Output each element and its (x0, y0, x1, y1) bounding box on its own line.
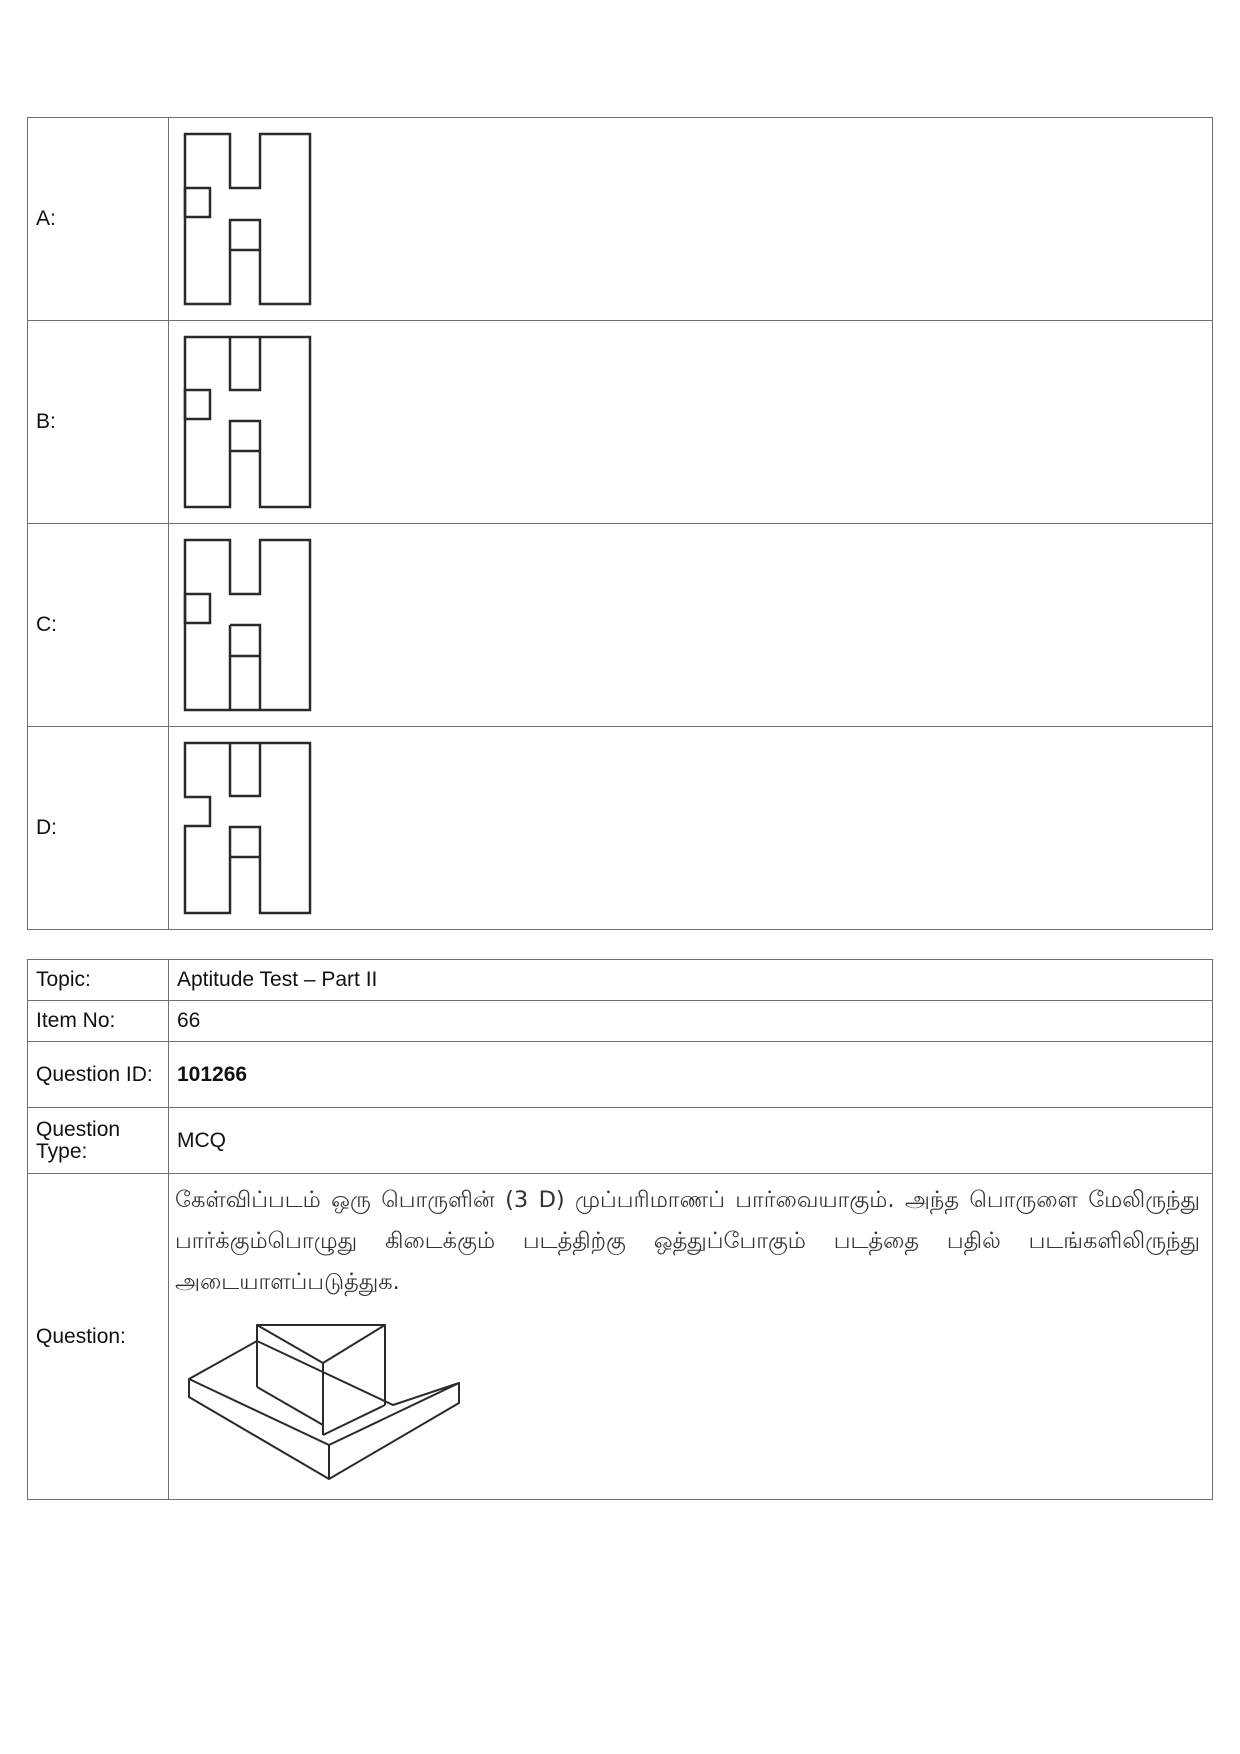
option-row-c (28, 524, 1213, 727)
question-id-value: 101266 (169, 1042, 1213, 1108)
3d-object-figure-icon (183, 1317, 483, 1487)
option-label: D: (28, 727, 169, 930)
option-label: C: (28, 524, 169, 727)
option-row-a (28, 118, 1213, 321)
options-table (27, 117, 1213, 930)
question-id-row (28, 1042, 1213, 1108)
option-row-d (28, 727, 1213, 930)
option-a-figure (183, 132, 313, 307)
item-label: Item No: (28, 1001, 169, 1042)
question-type-row (28, 1108, 1213, 1174)
question-type-value: MCQ (169, 1108, 1213, 1174)
question-cell (169, 1174, 1213, 1500)
item-value: 66 (169, 1001, 1213, 1042)
option-b-figure (183, 335, 313, 510)
option-figure-cell (169, 524, 1213, 727)
option-label: A: (28, 118, 169, 321)
question-type-label: Question Type: (28, 1108, 169, 1174)
topic-label: Topic: (28, 960, 169, 1001)
option-row-b (28, 321, 1213, 524)
item-row (28, 1001, 1213, 1042)
question-text: கேள்விப்படம் ஒரு பொருளின் (3 D) முப்பரிமாணப் பார்வையாகும். அந்த பொருளை மேலிருந்து பார்க்கும்பொழுது கிடைக்கும் படத்திற்கு ஒத்துப்போகும் படத்தை பதில் படங்களிலிருந்து அடையாளப்படுத்துக. (175, 1187, 1200, 1295)
option-label: B: (28, 321, 169, 524)
option-figure-cell (169, 727, 1213, 930)
topic-row (28, 960, 1213, 1001)
option-figure-cell (169, 321, 1213, 524)
question-id-label: Question ID: (28, 1042, 169, 1108)
option-d-figure (183, 741, 313, 916)
question-row (28, 1174, 1213, 1500)
question-label: Question: (28, 1174, 169, 1500)
question-meta-table (27, 959, 1213, 1500)
option-figure-cell (169, 118, 1213, 321)
topic-value: Aptitude Test – Part II (169, 960, 1213, 1001)
option-c-figure (183, 538, 313, 713)
